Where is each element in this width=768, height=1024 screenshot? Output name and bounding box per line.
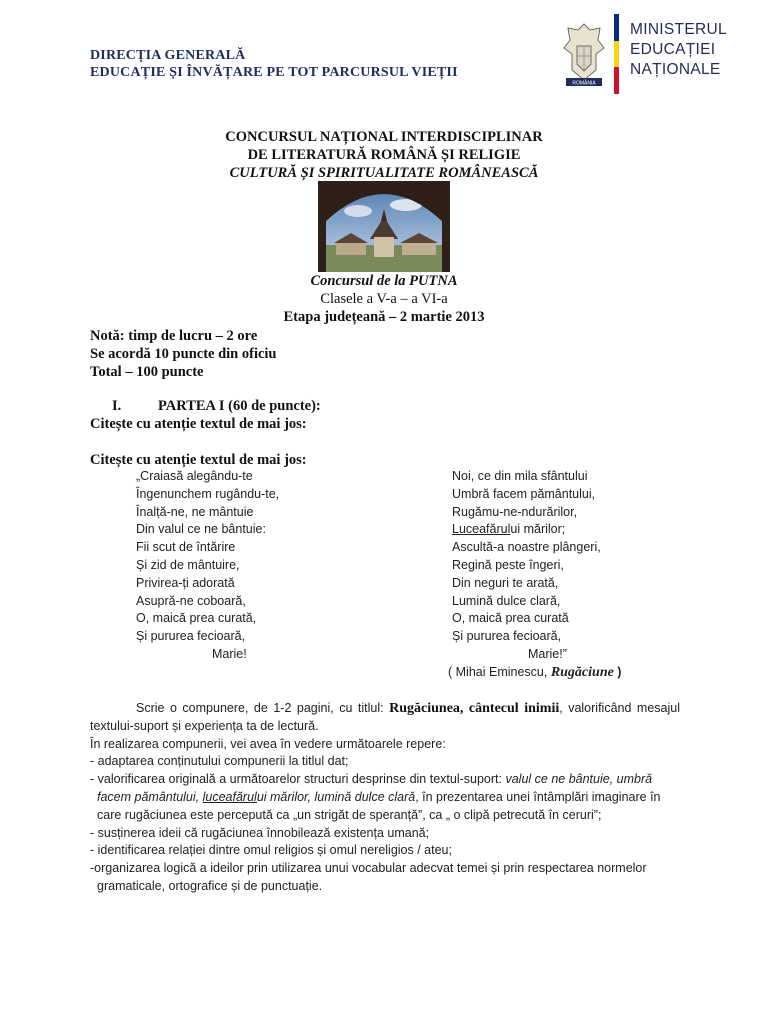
part-heading: [112, 398, 321, 415]
poem-line: Și pururea fecioară,: [452, 629, 562, 644]
poem-line-end: Marie!: [212, 646, 247, 661]
poem-line: Fii scut de întărire: [136, 540, 236, 555]
poem-line: O, maică prea curată: [452, 611, 569, 626]
criterion-1: - adaptarea conținutului compunerii la titlul dat;: [90, 754, 349, 769]
criterion-3: - susținerea ideii că rugăciunea înnobilează existența umană;: [90, 825, 430, 840]
task-intro-end: , valorificând mesajul textului-suport și experiența ta de lectură.: [90, 701, 680, 733]
note-total: Total – 100 puncte: [90, 364, 204, 380]
contest-classes: Clasele a V-a – a VI-a: [320, 291, 448, 307]
poem-line-luceafarul: [452, 521, 621, 539]
department-line-1: DIRECȚIA GENERALĂ: [90, 48, 246, 63]
ministry-line-3: NAȚIONALE: [630, 61, 721, 78]
poem-line: Noi, ce din mila sfântului: [452, 469, 588, 483]
reading-instruction-repeat: Citește cu atenție textul de mai jos:: [90, 452, 307, 468]
poem-line: Ascultă-a noastre plângeri,: [452, 540, 601, 555]
criterion-5: -organizarea logică a ideilor prin utilizarea unui vocabular adecvat temei și prin respectarea normelor gramaticale, ortografice și de punctuație.: [90, 861, 647, 893]
poem-line: Și zid de mântuire,: [136, 557, 240, 572]
source-close: ): [613, 664, 622, 679]
underlined-word: Luceafărul: [452, 522, 511, 537]
poem-line: Privirea-ți adorată: [136, 575, 235, 590]
ministry-line-1: MINISTERUL: [630, 21, 727, 38]
poem-line: Regină peste îngeri,: [452, 557, 564, 572]
title-line-2: DE LITERATURĂ ROMÂNĂ ȘI RELIGIE: [247, 147, 521, 163]
exam-notes: [90, 327, 277, 381]
writing-task: [90, 700, 680, 896]
poem-line: O, maică prea curată,: [136, 611, 257, 626]
task-lead: În realizarea compunerii, vei avea în vedere următoarele repere:: [90, 736, 446, 751]
poem-line: Rugămu-ne-ndurărilor,: [452, 504, 578, 519]
note-bonus: Se acordă 10 puncte din oficiu: [90, 346, 277, 362]
poem-line: Lumină dulce clară,: [452, 593, 561, 608]
poem-line: „Craiasă alegându-te: [136, 469, 253, 483]
ministry-name: [630, 20, 727, 80]
source-author: ( Mihai Eminescu,: [448, 664, 551, 679]
department-header: [90, 47, 458, 81]
contest-name: Concursul de la PUTNA: [310, 273, 458, 289]
poem-line: Din valul ce ne bântuie:: [136, 522, 266, 537]
tricolor-bar: [614, 14, 619, 94]
poem-line: Asupră-ne coboară,: [136, 593, 246, 608]
criterion-2-underlined: luceafărul: [202, 789, 257, 804]
title-line-3: CULTURĂ ȘI SPIRITUALITATE ROMÂNEASCĂ: [229, 165, 539, 181]
contest-title: [0, 128, 768, 182]
criterion-2-quote-1: valul ce ne bântuie, umbră facem pământului,: [97, 772, 653, 804]
svg-text:ROMÂNIA: ROMÂNIA: [572, 80, 596, 87]
poem-source: [448, 664, 621, 682]
poem-line-rest: ui mărilor;: [510, 522, 566, 537]
note-time: Notă: timp de lucru – 2 ore: [90, 328, 258, 344]
criterion-4: - identificarea relației dintre omul religios și omul nereligios / ateu;: [90, 843, 452, 858]
criterion-2: [90, 771, 680, 824]
monastery-photo: [318, 181, 450, 272]
essay-title: Rugăciunea, cântecul inimii: [389, 701, 560, 716]
source-title: Rugăciune: [550, 664, 614, 680]
task-intro-start: Scrie o compunere, de 1-2 pagini, cu titlul:: [136, 701, 390, 715]
title-line-1: CONCURSUL NAȚIONAL INTERDISCIPLINAR: [225, 129, 543, 145]
poem-line: Din neguri te arată,: [452, 575, 559, 590]
poem-left-column: [136, 468, 279, 664]
poem-line: Și pururea fecioară,: [136, 629, 246, 644]
contest-subtitle: [0, 272, 768, 326]
criterion-2-start: - valorificarea originală a următoarelor structuri desprinse din textul-suport:: [90, 772, 506, 787]
task-intro: [90, 700, 680, 736]
criterion-2-end: , în prezentarea unei întâmplări imaginare în care rugăciunea este percepută ca „un strigăt de speranță”, ca „ o clipă petrecută în ceruri”;: [97, 789, 661, 822]
poem-line-end: Marie!”: [528, 646, 567, 661]
contest-stage: Etapa județeană – 2 martie 2013: [283, 309, 485, 325]
part-number: I.: [112, 398, 122, 414]
coat-of-arms-icon: [560, 20, 608, 90]
department-line-2: EDUCAȚIE ȘI ÎNVĂȚARE PE TOT PARCURSUL VIEȚII: [90, 65, 458, 80]
poem-right-column: [448, 468, 622, 682]
poem-line: Îngenunchem rugându-te,: [136, 486, 280, 501]
part-label: PARTEA I (60 de puncte):: [158, 398, 321, 414]
poem-line: Umbră facem pământului,: [452, 486, 596, 501]
criterion-2-quote-2: ui mărilor, lumină dulce clară: [256, 789, 416, 804]
ministry-line-2: EDUCAȚIEI: [630, 41, 716, 58]
reading-instruction: Citește cu atenție textul de mai jos:: [90, 416, 307, 432]
ministry-logo: [560, 12, 768, 96]
poem-line: Înalță-ne, ne mântuie: [136, 504, 254, 519]
